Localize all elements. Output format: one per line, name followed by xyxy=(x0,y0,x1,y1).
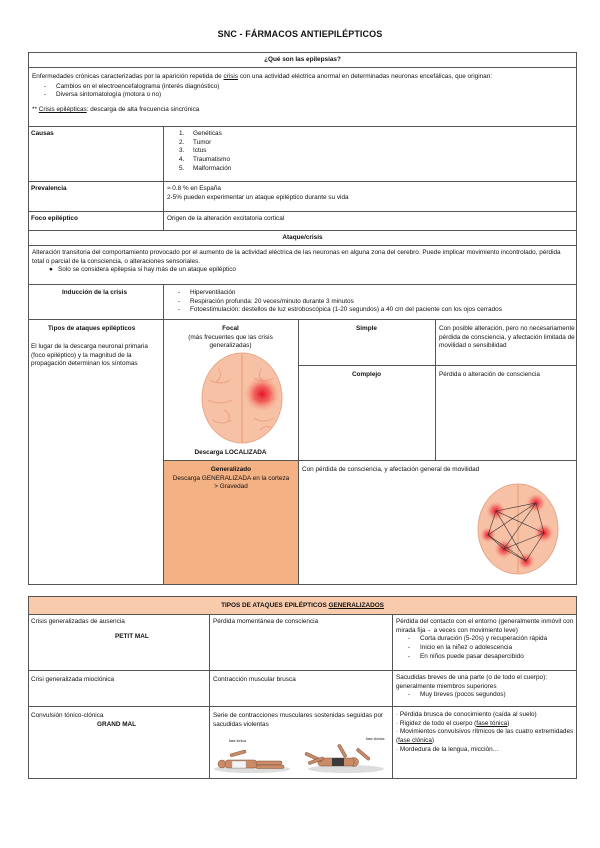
clonic-phase-label: fase clónica xyxy=(366,737,385,741)
generalizado-text: Con pérdida de consciencia, y afectación general de movilidad xyxy=(302,466,480,473)
row-mioclonica-detail: Sacudidas breves de una parte (o de todo el cuerpo): generalmente miembros superiores - Muy breves (pocos segundos) xyxy=(396,674,574,700)
induccion-label: Inducción de la crisis xyxy=(62,289,127,296)
complejo-text: Pérdida o alteración de consciencia xyxy=(439,371,540,378)
section-header-ataque: Ataque/crisis xyxy=(282,234,323,241)
row-mioclonica-type: Crisi generalizada mioclónica xyxy=(31,676,115,683)
row-tonicoclonica-detail: · Pérdida brusca de conocimiento (caída al suelo) · Rigidez de todo el cuerpo (fase tónica) · Movimientos convulsivos rítmicos de las cuatro extremidades (fase clónica) · Mordedura de la lengua, micción… xyxy=(396,711,574,753)
list-item: - Cambios en el electroencefalograma (interés diagnóstico) xyxy=(32,83,572,92)
row-mioclonica-desc: Contracción muscular brusca xyxy=(213,676,296,683)
row-ausencia-type: Crisis generalizadas de ausencia PETIT MAL xyxy=(31,618,149,640)
foco-label: Foco epiléptico xyxy=(31,215,78,222)
row-tonicoclonica-type: Convulsión tónico-clónica GRAND MAL xyxy=(31,712,137,728)
list-item: - Inicio en la niñez o adolescencia xyxy=(396,644,574,653)
row-ausencia-desc: Pérdida momentánea de consciencia xyxy=(213,618,319,625)
list-item: - Muy breves (pocos segundos) xyxy=(396,691,574,700)
brain-generalized-image xyxy=(474,481,562,577)
foco-value: Origen de la alteración excitatoria cortical xyxy=(167,215,285,222)
focal-caption: Descarga LOCALIZADA xyxy=(194,449,267,456)
list-item: - Respiración profunda: 20 veces/minuto durante 3 minutos xyxy=(166,298,574,307)
generalizados-header: TIPOS DE ATAQUES EPILÉPTICOS GENERALIZADOS xyxy=(29,597,576,614)
prevalencia-label: Prevalencia xyxy=(31,185,67,192)
tonic-phase-image xyxy=(212,742,292,774)
ataque-definition: Alteración transitoria del comportamiento provocado por el aumento de la actividad eléctrica de las neuronas en alguna zona del cerebro. Puede implicar movimiento incontrolado, pérdida total o parcial de la consciencia, o alteraciones sensoriales. ● Solo se considera epilepsia si hay más de un ataque epiléptico xyxy=(32,249,561,274)
causas-list xyxy=(179,130,231,173)
tipos-label: Tipos de ataques epilépticos xyxy=(48,325,136,332)
generalizado-cell: Generalizado Descarga GENERALIZADA en la corteza > Gravedad xyxy=(164,461,298,584)
row-ausencia-detail: Pérdida del contacto con el entorno (generalmente inmóvil con mirada fija→ a veces con movimiento leve) - Corta duración (5-20s) y recuperación rápida - Inicio en la niñez o adolescencia - En niños puede pasar desapercibido xyxy=(396,618,574,661)
list-item: - Hiperventilación xyxy=(166,289,574,298)
list-item: - En niños puede pasar desapercibido xyxy=(396,653,574,662)
induccion-list xyxy=(166,289,574,315)
list-item: - Diversa sintomatología (motora o no) xyxy=(32,91,572,100)
simple-label: Simple xyxy=(356,325,377,332)
list-item: - Fotoestimulación: destellos de luz estroboscópica (1-20 segundos) a 40 cm del paciente con los ojos cerrados xyxy=(166,306,574,315)
list-item: 1. Genéticas xyxy=(179,130,222,137)
list-item: 2. Tumor xyxy=(179,138,212,146)
clonic-phase-image xyxy=(304,734,388,774)
list-item: 5. Malformación xyxy=(179,164,232,172)
section-header-epilepsias: ¿Qué son las epilepsias? xyxy=(264,56,341,63)
row-tonicoclonica-desc: Serie de contracciones musculares sostenidas seguidas por sacudidas violentas xyxy=(213,712,384,728)
tipos-desc: El lugar de la descarga neuronal primaria (foco epiléptico) y la magnitud de la propagación determinan los síntomas xyxy=(31,343,148,368)
complejo-label: Complejo xyxy=(351,371,382,378)
focal-cell: Focal (más frecuentes que las crisis generalizadas) xyxy=(188,325,273,350)
epilepsia-definition: Enfermedades crónicas caracterizadas por la aparición repetida de crisis con una actividad eléctrica anormal en determinadas neuronas encefálicas, que originan: - Cambios en el electroencefalograma (interés diagnóstico) - Diversa sintomatología (motora o no) ** Crisis epilépticas: descarga de alta frecuencia sincrónica xyxy=(32,73,572,115)
tonic-phase-label: fase tónica xyxy=(229,739,246,743)
list-item: 3. Ictus xyxy=(179,147,207,155)
list-item: 4. Traumatismo xyxy=(179,155,231,163)
list-item: - Corta duración (5-20s) y recuperación rápida xyxy=(396,635,574,644)
brain-focal-image xyxy=(198,350,286,446)
page-title: SNC - FÁRMACOS ANTIEPILÉPTICOS xyxy=(217,29,383,39)
simple-text: Con posible alteración, pero no necesariamente pérdida de consciencia, y afectación limitada de movilidad o sensibilidad xyxy=(439,325,575,350)
prevalencia-value: ≈ 0.8 % en España 2-5% pueden experimentar un ataque epiléptico durante su vida xyxy=(167,185,349,201)
causas-label: Causas xyxy=(31,130,54,137)
